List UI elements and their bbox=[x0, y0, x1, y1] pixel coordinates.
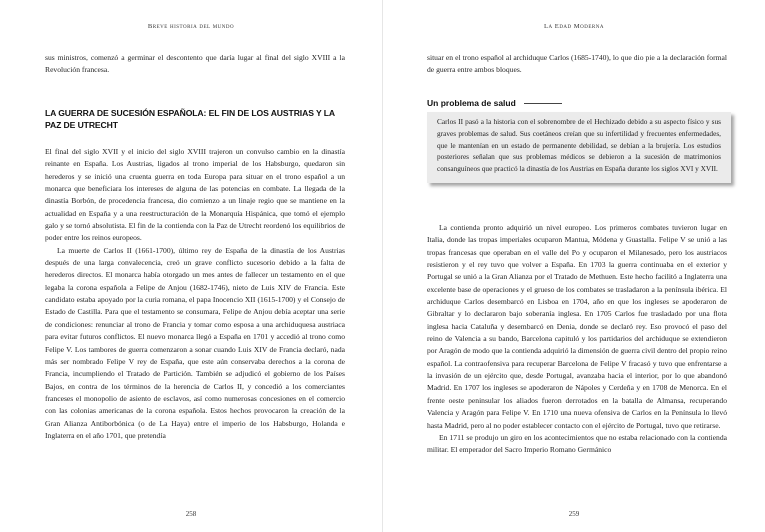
left-intro-block bbox=[45, 52, 345, 77]
right-page bbox=[383, 0, 765, 532]
left-paragraph-1: El final del siglo XVII y el inicio del siglo XVIII trajeron un convulso cambio en la dinastía reinante en España. Los Austrias, ligados al trono imperial de los Habsburgo, quedaron sin herederos y se inició una cruenta guerra en toda Europa para situar en el trono español a un monarca que beneficiara los intereses de alguna de las potencias en combate. La llegada de la dinastía Borbón, de procedencia francesa, dio comienzo a un linaje regio que se mantiene en la actualidad en España y a una reestructuración de la Monarquía Hispánica, que tomó el ejemplo galo y se tornó absolutista. El fin de la contienda con la Paz de Utrecht reordenó los equilibrios de poder entre los reinos europeos. bbox=[45, 147, 345, 243]
left-page bbox=[0, 0, 382, 532]
sidebar-content bbox=[427, 112, 731, 183]
right-body-block bbox=[427, 222, 727, 457]
page-number-left: 258 bbox=[185, 510, 197, 518]
right-paragraph-2: En 1711 se produjo un giro en los acontecimientos que no estaba relacionado con la contienda militar. El emperador del Sacro Imperio Romano Germánico bbox=[427, 432, 727, 455]
left-body-block bbox=[45, 146, 345, 442]
left-paragraph-2: La muerte de Carlos II (1661-1700), último rey de España de la dinastía de los Austrias después de una larga convalecencia, creó un grave conflicto sucesorio debido a la falta de herederos directos. El monarca había otorgado un mes antes de fallecer un testamento en el que legaba la corona española a Felipe de Anjou (1682-1746), nieto de Luis XIV de Francia. Este candidato estaba apoyado por la curia romana, el papa Inocencio XII (1615-1700) y el Consejo de Estado de Castilla. Para que el testamento se consumara, Felipe de Anjou debía aceptar una serie de condiciones: renunciar al trono de Francia y tomar como esposa a una archiduquesa austriaca para evitar futuros conflictos. El nuevo monarca llegó a España en 1701 y accedió al trono como Felipe V. Los tambores de guerra comenzaron a sonar cuando Luis XIV de Francia declaró, nada más ser nombrado Felipe V rey de España, que este aún conservaba derechos a la corona de Francia, incumpliendo el Tratado de Partición. También se adjudicó el gobierno de los Países Bajos, en contra de los términos de la herencia de Carlos II, y concedió a los comerciantes franceses el monopolio de asiento de esclavos, así como numerosas concesiones en el comercio con las colonias americanas de la corona española. Estos hechos provocaron la creación de la Gran Alianza Antiborbónica (o de La Haya) entre el imperio de los Habsburgo, Holanda e Inglaterra en el año 1701, que pretendía bbox=[45, 245, 345, 440]
section-title: LA GUERRA DE SUCESIÓN ESPAÑOLA: EL FIN DE LOS AUSTRIAS Y LA PAZ DE UTRECHT bbox=[45, 108, 335, 130]
sidebar-text: Carlos II pasó a la historia con el sobrenombre de el Hechizado debido a su aspecto físico y sus graves problemas de salud. Sus coetáneos creían que su infertilidad y frecuentes enfermedades, que le mantenían en un estado de permanente debilidad, se debían a la brujería. Los estudios posteriores señalan que sus problemas médicos se debieron a la sucesión de matrimonios consanguíneos que practicó la dinastía de los Austrias en España durante los siglos XVI y XVII. bbox=[437, 117, 721, 174]
sidebar-title-row bbox=[427, 98, 731, 108]
sidebar-box bbox=[427, 98, 731, 183]
right-paragraph-1: La contienda pronto adquirió un nivel europeo. Los primeros combates tuvieron lugar en Italia, donde las tropas imperiales ocuparon Mantua, Módena y Guastalla. Felipe V se unió a las tropas francesas que operaban en el valle del Po y ocuparon el Milanesado, pero los austriacos resistieron y el rey tuvo que volver a España. En 1703 la guerra continuaba en el exterior y Portugal se unió a la Gran Alianza por el Tratado de Methuen. Este hecho facilitó a Inglaterra una excelente base de operaciones y el grueso de los combates se trasladaron a la península ibérica. El archiduque Carlos desembarcó en Lisboa en 1704, año en que los ingleses se apoderaron de Gibraltar y lo declararon bajo soberanía inglesa. En 1705 Carlos fue trasladado por una flota inglesa hacia Cataluña y desembarcó en Denia, donde se declaró rey. Eso provocó el paso del reino de Valencia a su bando, Barcelona capituló y los partidarios del archiduque se extendieron por Aragón de modo que la contienda adquirió la dimensión de guerra civil dentro del propio reino español. La contraofensiva para recuperar Barcelona de Felipe V fracasó y tuvo que enfrentarse a la invasión de un ejército que, desde Portugal, avanzaba hacia el interior, por lo que abandonó Madrid. En 1707 los ingleses se apoderaron de Nápoles y Cerdeña y en 1708 de Menorca. En el frente oeste peninsular los aliados fueron derrotados en la batalla de Almansa, recuperando Valencia y Aragón para Felipe V. En 1710 una nueva ofensiva de Carlos en la Península lo llevó hasta Madrid, pero al no poder establecer contacto con el ejército de Portugal, tuvo que retirarse. bbox=[427, 223, 727, 430]
sidebar-title: Un problema de salud bbox=[427, 98, 516, 108]
sidebar-title-rule bbox=[524, 103, 562, 104]
running-head-right: La Edad Moderna bbox=[544, 23, 604, 30]
right-intro-block bbox=[427, 52, 727, 77]
page-number-right: 259 bbox=[568, 510, 580, 518]
running-head-left: Breve historia del mundo bbox=[147, 23, 235, 30]
right-intro-paragraph: situar en el trono español al archiduque Carlos (1685-1740), lo que dio pie a la declaración formal de guerra entre ambos bloques. bbox=[427, 53, 727, 75]
left-intro-paragraph: sus ministros, comenzó a germinar el descontento que daría lugar al final del siglo XVIII a la Revolución francesa. bbox=[45, 53, 345, 75]
